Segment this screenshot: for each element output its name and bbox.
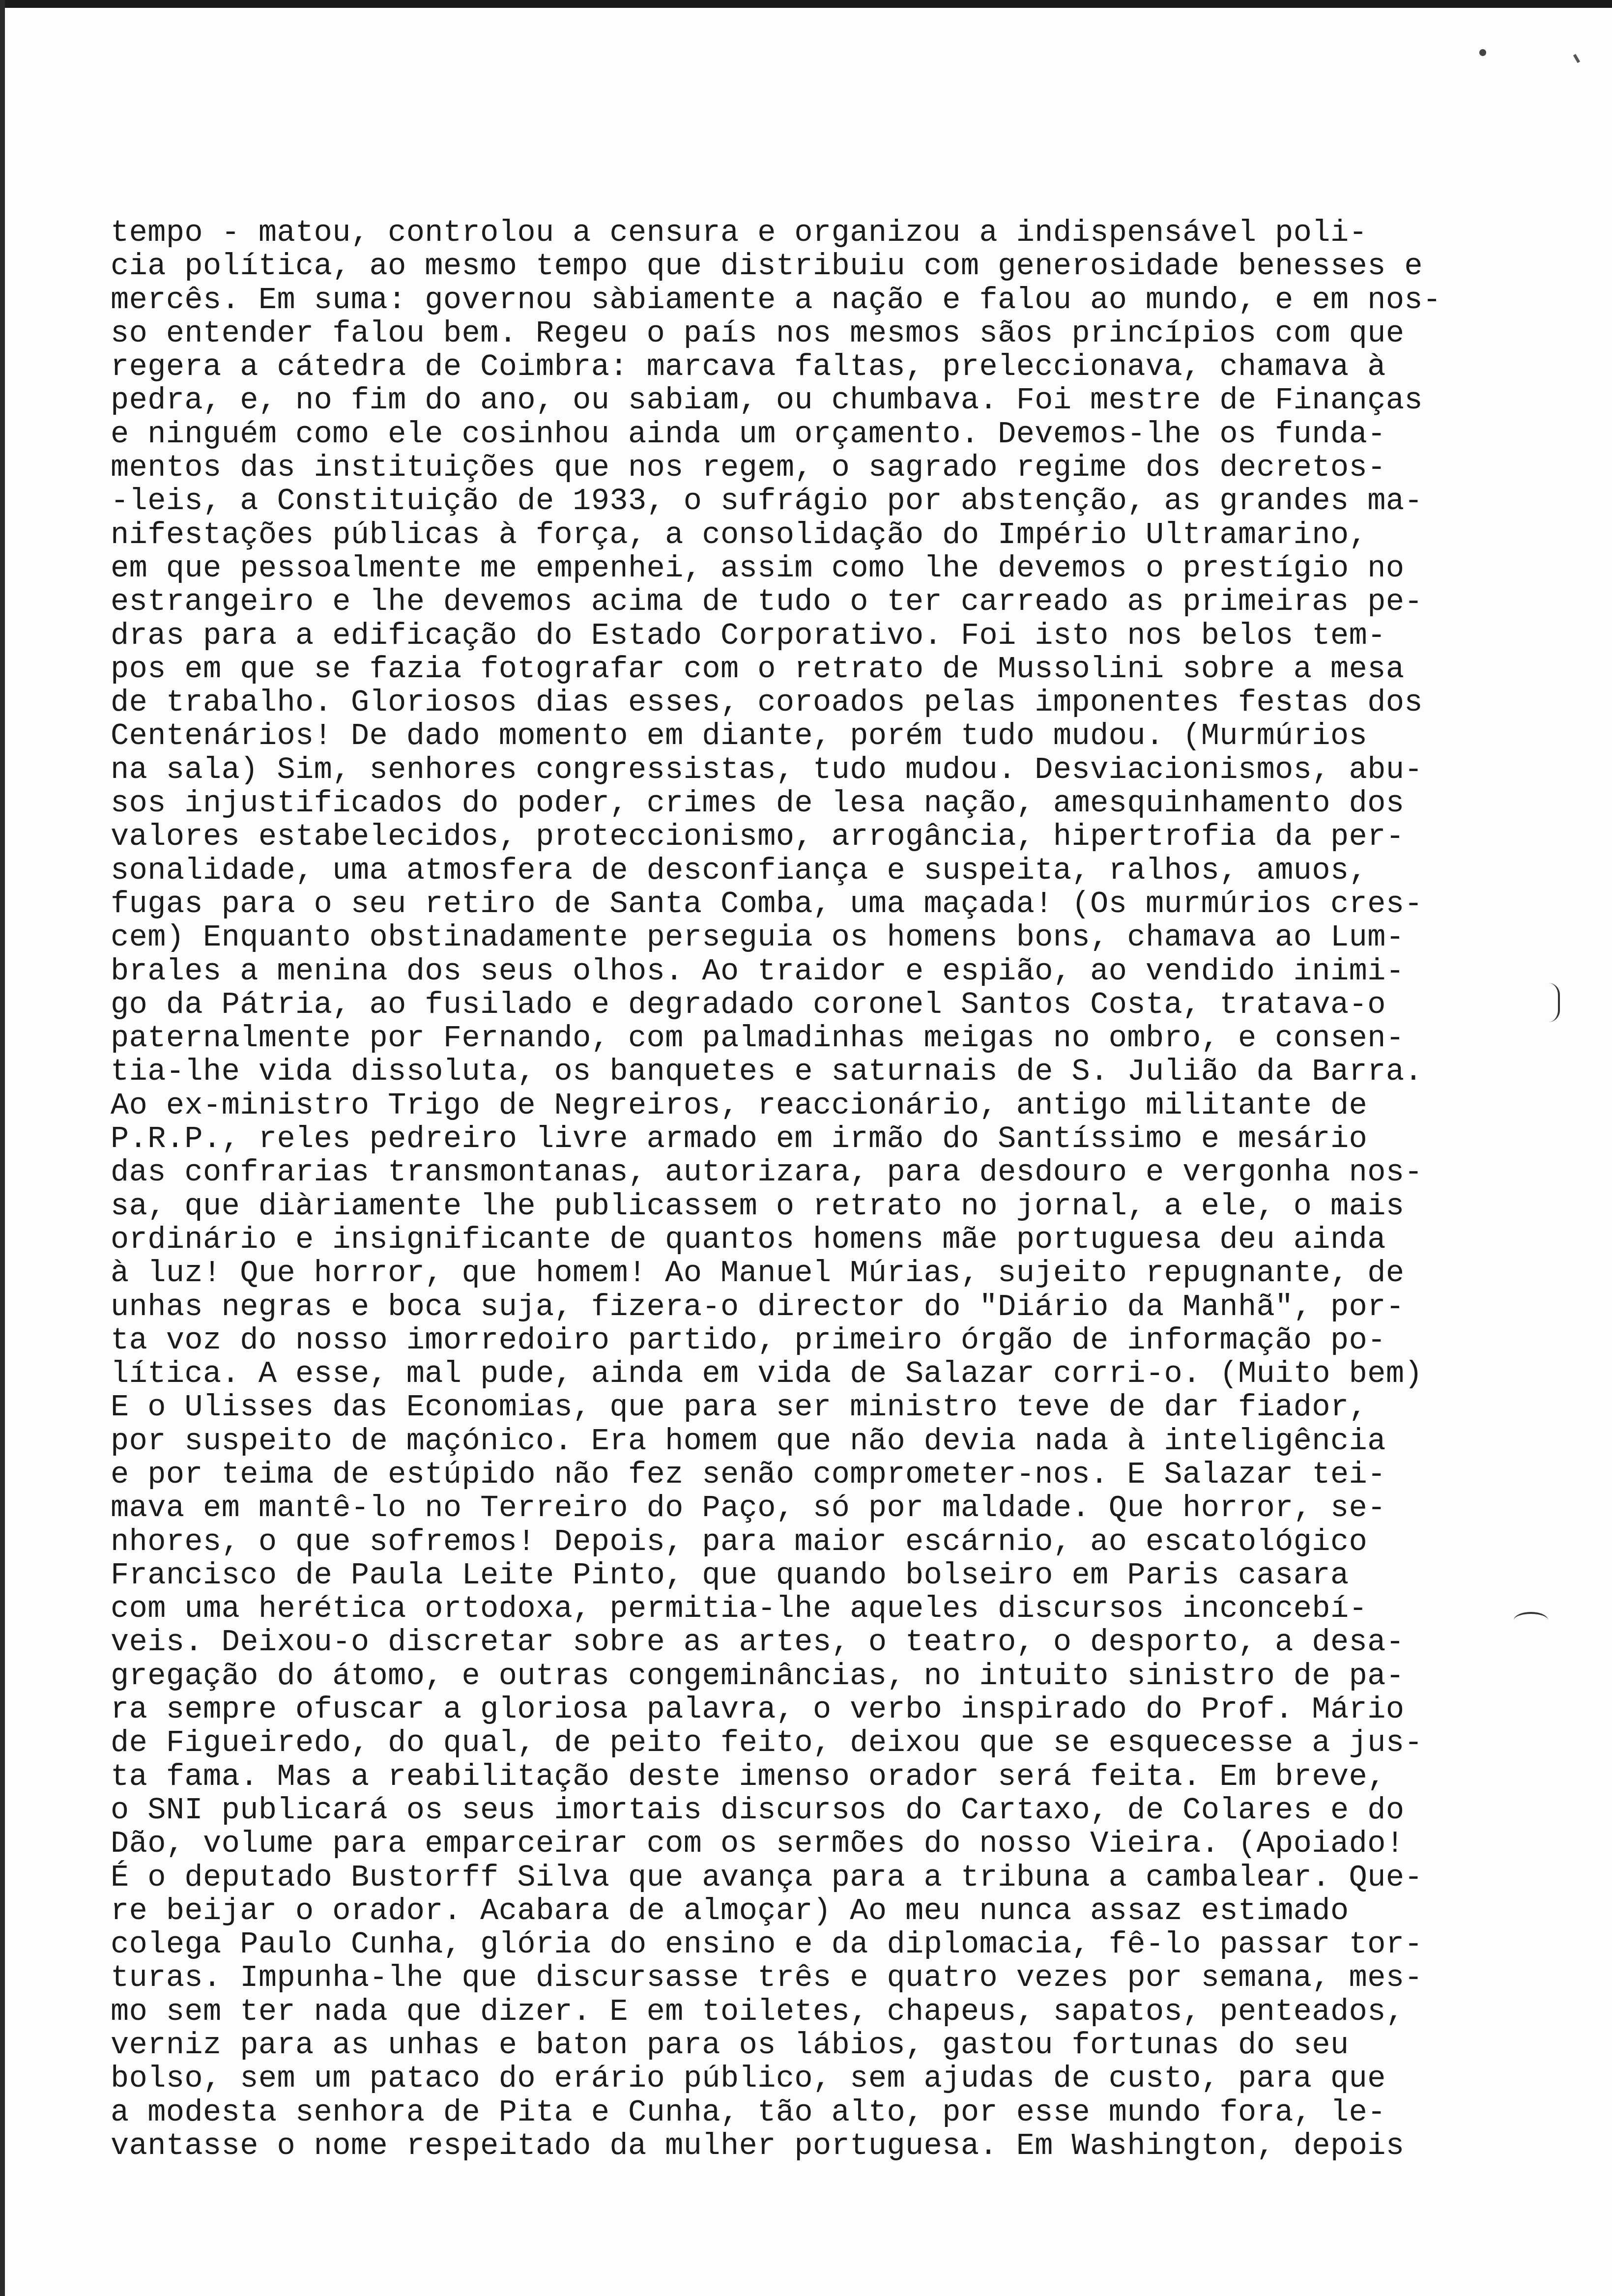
text-line: go da Pátria, ao fusilado e degradado coronel Santos Costa, tratava-o [111, 987, 1386, 1022]
page-left-border [0, 0, 5, 2296]
text-line: valores estabelecidos, proteccionismo, arrogância, hipertrofia da per- [111, 819, 1405, 855]
text-line: E o Ulisses das Economias, que para ser ministro teve de dar fiador, [111, 1390, 1368, 1425]
page-top-border [0, 0, 1612, 8]
text-line: na sala) Sim, senhores congressistas, tudo mudou. Desviacionismos, abu- [111, 752, 1423, 787]
text-line: gregação do átomo, e outras congeminâncias, no intuito sinistro de pa- [111, 1658, 1405, 1693]
text-line: e ninguém como ele cosinhou ainda um orçamento. Devemos-lhe os funda- [111, 416, 1386, 452]
scan-speck [1479, 49, 1486, 56]
text-line: cem) Enquanto obstinadamente perseguia os homens bons, chamava ao Lum- [111, 920, 1405, 955]
text-line: nifestações públicas à força, a consolidação do Império Ultramarino, [111, 517, 1368, 552]
text-line: É o deputado Bustorff Silva que avança para a tribuna a cambalear. Que- [111, 1860, 1423, 1895]
text-line: vantasse o nome respeitado da mulher portuguesa. Em Washington, depois [111, 2128, 1405, 2163]
text-line: verniz para as unhas e baton para os lábios, gastou fortunas do seu [111, 2028, 1349, 2063]
text-line: turas. Impunha-lhe que discursasse três e quatro vezes por semana, mes- [111, 1960, 1423, 1996]
text-line: Ao ex-ministro Trigo de Negreiros, reaccionário, antigo militante de [111, 1088, 1368, 1123]
text-line: nhores, o que sofremos! Depois, para maior escárnio, ao escatológico [111, 1524, 1368, 1559]
text-line: ordinário e insignificante de quantos homens mãe portuguesa deu ainda [111, 1222, 1386, 1257]
text-line: dras para a edificação do Estado Corporativo. Foi isto nos belos tem- [111, 618, 1386, 653]
text-line: Francisco de Paula Leite Pinto, que quando bolseiro em Paris casara [111, 1557, 1349, 1593]
text-line: a modesta senhora de Pita e Cunha, tão alto, por esse mundo fora, le- [111, 2095, 1386, 2130]
text-line: ta voz do nosso imorredoiro partido, primeiro órgão de informação po- [111, 1322, 1386, 1358]
text-line: -leis, a Constituição de 1933, o sufrágio por abstenção, as grandes ma- [111, 484, 1423, 519]
text-line: paternalmente por Fernando, com palmadinhas meigas no ombro, e consen- [111, 1021, 1405, 1056]
text-line: ra sempre ofuscar a gloriosa palavra, o verbo inspirado do Prof. Mário [111, 1692, 1405, 1727]
text-line: mo sem ter nada que dizer. E em toiletes, chapeus, sapatos, penteados, [111, 1994, 1405, 2029]
margin-bracket-mark [1548, 983, 1560, 1022]
text-line: brales a menina dos seus olhos. Ao traidor e espião, ao vendido inimi- [111, 953, 1405, 989]
text-line: Dão, volume para emparceirar com os sermões do nosso Vieira. (Apoiado! [111, 1826, 1405, 1862]
text-line: Centenários! De dado momento em diante, porém tudo mudou. (Murmúrios [111, 718, 1368, 754]
text-line: estrangeiro e lhe devemos acima de tudo o ter carreado as primeiras pe- [111, 584, 1423, 620]
typewritten-text-body [111, 216, 1526, 2163]
text-line: pedra, e, no fim do ano, ou sabiam, ou chumbava. Foi mestre de Finanças [111, 383, 1423, 418]
text-line: sonalidade, uma atmosfera de desconfiança e suspeita, ralhos, amuos, [111, 853, 1368, 888]
text-line: re beijar o orador. Acabara de almoçar) Ao meu nunca assaz estimado [111, 1893, 1349, 1928]
text-line: sa, que diàriamente lhe publicassem o retrato no jornal, a ele, o mais [111, 1188, 1405, 1224]
text-line: sos injustificados do poder, crimes de lesa nação, amesquinhamento dos [111, 786, 1405, 821]
text-line: colega Paulo Cunha, glória do ensino e da diplomacia, fê-lo passar tor- [111, 1927, 1423, 1962]
text-line: regera a cátedra de Coimbra: marcava faltas, preleccionava, chamava à [111, 349, 1386, 385]
text-line: P.R.P., reles pedreiro livre armado em irmão do Santíssimo e mesário [111, 1121, 1368, 1157]
text-line: bolso, sem um pataco do erário público, sem ajudas de custo, para que [111, 2061, 1386, 2096]
text-line: de trabalho. Gloriosos dias esses, coroados pelas imponentes festas dos [111, 685, 1423, 720]
text-line: com uma herética ortodoxa, permitia-lhe aqueles discursos inconcebí- [111, 1591, 1368, 1627]
text-line: em que pessoalmente me empenhei, assim como lhe devemos o prestígio no [111, 550, 1405, 586]
scan-speck [1573, 54, 1580, 63]
text-line: mava em mantê-lo no Terreiro do Paço, só por maldade. Que horror, se- [111, 1491, 1386, 1526]
text-line: à luz! Que horror, que homem! Ao Manuel Múrias, sujeito repugnante, de [111, 1256, 1405, 1291]
text-line: fugas para o seu retiro de Santa Comba, uma maçada! (Os murmúrios cres- [111, 886, 1423, 921]
text-line: veis. Deixou-o discretar sobre as artes, o teatro, o desporto, a desa- [111, 1625, 1405, 1660]
text-line: cia política, ao mesmo tempo que distribuiu com generosidade benesses e [111, 249, 1423, 284]
text-line: ta fama. Mas a reabilitação deste imenso orador será feita. Em breve, [111, 1759, 1386, 1794]
text-line: por suspeito de maçónico. Era homem que não devia nada à inteligência [111, 1423, 1386, 1459]
text-line: so entender falou bem. Regeu o país nos mesmos sãos princípios com que [111, 316, 1405, 351]
text-line: tia-lhe vida dissoluta, os banquetes e saturnais de S. Julião da Barra. [111, 1054, 1423, 1090]
text-line: e por teima de estúpido não fez senão comprometer-nos. E Salazar tei- [111, 1457, 1386, 1492]
text-line: tempo - matou, controlou a censura e organizou a indispensável poli- [111, 215, 1368, 250]
text-line: unhas negras e boca suja, fizera-o director do "Diário da Manhã", por- [111, 1289, 1405, 1324]
text-line: o SNI publicará os seus imortais discursos do Cartaxo, de Colares e do [111, 1792, 1405, 1828]
text-line: de Figueiredo, do qual, de peito feito, deixou que se esquecesse a jus- [111, 1725, 1423, 1761]
text-line: lítica. A esse, mal pude, ainda em vida de Salazar corri-o. (Muito bem) [111, 1356, 1423, 1392]
text-line: mentos das instituições que nos regem, o sagrado regime dos decretos- [111, 450, 1386, 486]
text-line: mercês. Em suma: governou sàbiamente a nação e falou ao mundo, e em nos- [111, 282, 1441, 317]
text-line: pos em que se fazia fotografar com o retrato de Mussolini sobre a mesa [111, 651, 1405, 687]
text-line: das confrarias transmontanas, autorizara, para desdouro e vergonha nos- [111, 1155, 1423, 1190]
